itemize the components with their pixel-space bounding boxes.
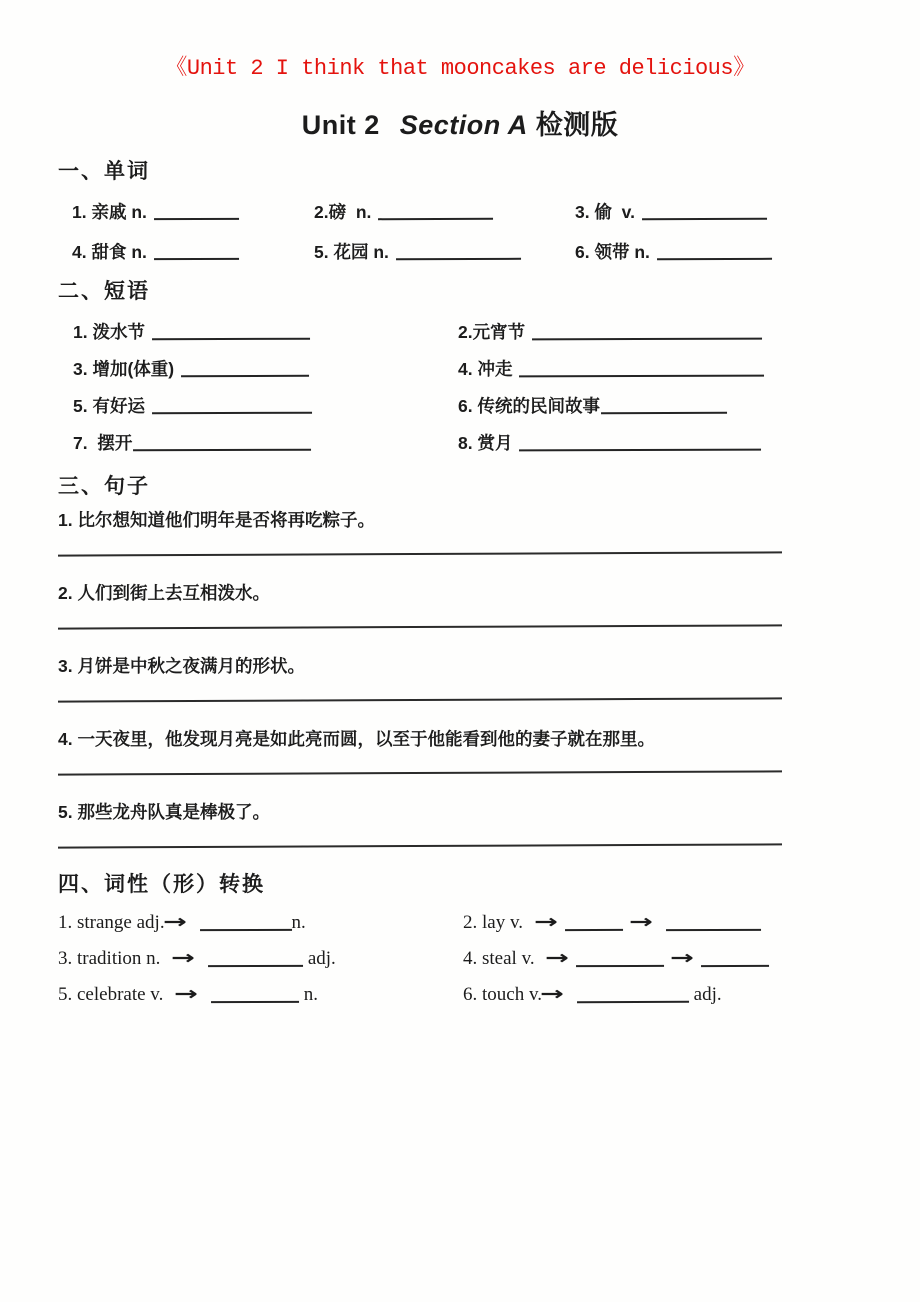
sentence-text: 2. 人们到街上去互相泼水。 bbox=[58, 583, 270, 603]
words-list bbox=[58, 200, 782, 264]
phrase-item bbox=[458, 431, 782, 455]
answer-blank bbox=[154, 204, 239, 220]
conversion-lead: 2. lay v. bbox=[463, 912, 528, 933]
phrases-list bbox=[58, 320, 782, 455]
answer-blank bbox=[396, 244, 521, 260]
phrase-item bbox=[73, 357, 458, 381]
worksheet-content bbox=[58, 160, 782, 1007]
answer-blank bbox=[657, 244, 772, 260]
phrase-item bbox=[458, 357, 782, 381]
word-item bbox=[575, 200, 782, 224]
phrase-item bbox=[458, 394, 782, 418]
word-item bbox=[314, 200, 575, 224]
phrase-label: 4. 冲走 bbox=[458, 359, 513, 379]
conversion-item bbox=[58, 982, 463, 1007]
answer-blank bbox=[181, 361, 309, 377]
phrase-label: 6. 传统的民间故事 bbox=[458, 396, 600, 416]
right-arrow-icon: → bbox=[540, 983, 564, 1005]
phrase-label: 2.元宵节 bbox=[458, 322, 526, 342]
subtitle-label: 检测版 bbox=[535, 110, 619, 140]
section-heading-phrases: 二、短语 bbox=[58, 280, 150, 303]
phrase-item bbox=[73, 394, 458, 418]
conversion-suffix: n. bbox=[291, 912, 306, 933]
phrase-item bbox=[73, 320, 458, 344]
word-label: 6. 领带 n. bbox=[575, 242, 650, 262]
conversion-lead: 3. tradition n. bbox=[58, 948, 166, 969]
conversion-item bbox=[463, 946, 782, 971]
unit-label: Unit 2 bbox=[301, 110, 380, 140]
sentence-text: 3. 月饼是中秋之夜满月的形状。 bbox=[58, 656, 305, 676]
answer-line bbox=[58, 843, 782, 848]
conversion-suffix: n. bbox=[299, 984, 318, 1005]
sentence-text: 5. 那些龙舟队真是棒极了。 bbox=[58, 802, 270, 822]
right-arrow-icon: → bbox=[533, 911, 558, 933]
phrase-label: 5. 有好运 bbox=[73, 396, 145, 416]
word-label: 2.磅 n. bbox=[314, 202, 372, 222]
conversion-lead: 5. celebrate v. bbox=[58, 984, 169, 1005]
answer-blank bbox=[199, 915, 291, 931]
answer-line bbox=[58, 624, 782, 629]
word-label: 5. 花园 n. bbox=[314, 242, 389, 262]
conversion-item bbox=[58, 910, 463, 935]
conversion-lead: 6. touch v. bbox=[463, 984, 542, 1005]
answer-blank bbox=[152, 398, 312, 415]
phrase-label: 8. 赏月 bbox=[458, 433, 513, 453]
answer-line bbox=[58, 770, 782, 775]
answer-blank bbox=[211, 987, 299, 1003]
right-arrow-icon: → bbox=[545, 947, 570, 969]
answer-line bbox=[58, 551, 782, 556]
conversion-item bbox=[463, 982, 782, 1007]
conversion-lead: 4. steal v. bbox=[463, 948, 540, 969]
right-arrow-icon: → bbox=[171, 947, 196, 969]
phrase-label: 1. 泼水节 bbox=[73, 322, 145, 342]
sentence-text: 1. 比尔想知道他们明年是否将再吃粽子。 bbox=[58, 510, 375, 530]
section-heading-conversion: 四、词性（形）转换 bbox=[58, 873, 265, 896]
phrase-item bbox=[458, 320, 782, 344]
word-item bbox=[72, 200, 314, 224]
word-label: 4. 甜食 n. bbox=[72, 242, 147, 262]
answer-blank bbox=[378, 204, 493, 220]
conversion-item bbox=[58, 946, 463, 971]
answer-blank bbox=[152, 324, 310, 341]
conversion-suffix: adj. bbox=[688, 984, 722, 1005]
section-label: Section A bbox=[399, 110, 528, 140]
right-arrow-icon: → bbox=[628, 911, 653, 933]
section-heading-words: 一、单词 bbox=[58, 160, 150, 183]
answer-blank bbox=[577, 987, 689, 1003]
answer-blank bbox=[519, 361, 764, 378]
right-arrow-icon: → bbox=[174, 983, 198, 1005]
right-arrow-icon: → bbox=[670, 947, 695, 969]
answer-blank bbox=[666, 915, 761, 931]
word-item bbox=[72, 240, 314, 264]
worksheet-title bbox=[0, 103, 920, 142]
right-arrow-icon: → bbox=[162, 911, 187, 933]
conversion-suffix: adj. bbox=[303, 948, 336, 969]
answer-blank bbox=[642, 204, 767, 220]
answer-blank bbox=[154, 244, 239, 260]
document-title: 《Unit 2 I think that mooncakes are delicious》 bbox=[165, 56, 755, 81]
phrase-label: 3. 增加(体重) bbox=[73, 359, 175, 379]
conversion-lead: 1. strange adj. bbox=[58, 912, 165, 933]
phrase-label: 7. 摆开 bbox=[73, 433, 133, 453]
answer-blank bbox=[701, 951, 769, 967]
section-heading-sentences: 三、句子 bbox=[58, 475, 150, 498]
answer-blank bbox=[576, 951, 664, 967]
word-item bbox=[575, 240, 782, 264]
word-item bbox=[314, 240, 575, 264]
sentence-text: 4. 一天夜里，他发现月亮是如此亮而圆，以至于他能看到他的妻子就在那里。 bbox=[58, 729, 655, 749]
answer-blank bbox=[565, 915, 623, 931]
answer-blank bbox=[519, 435, 761, 452]
answer-line bbox=[58, 697, 782, 702]
answer-blank bbox=[133, 435, 311, 452]
word-label: 3. 偷 v. bbox=[575, 202, 635, 222]
conversion-list bbox=[58, 910, 782, 1007]
conversion-item bbox=[463, 910, 782, 935]
phrase-item bbox=[73, 431, 458, 455]
answer-blank bbox=[208, 951, 303, 967]
answer-blank bbox=[532, 324, 762, 341]
answer-blank bbox=[601, 398, 727, 414]
word-label: 1. 亲戚 n. bbox=[72, 202, 147, 222]
